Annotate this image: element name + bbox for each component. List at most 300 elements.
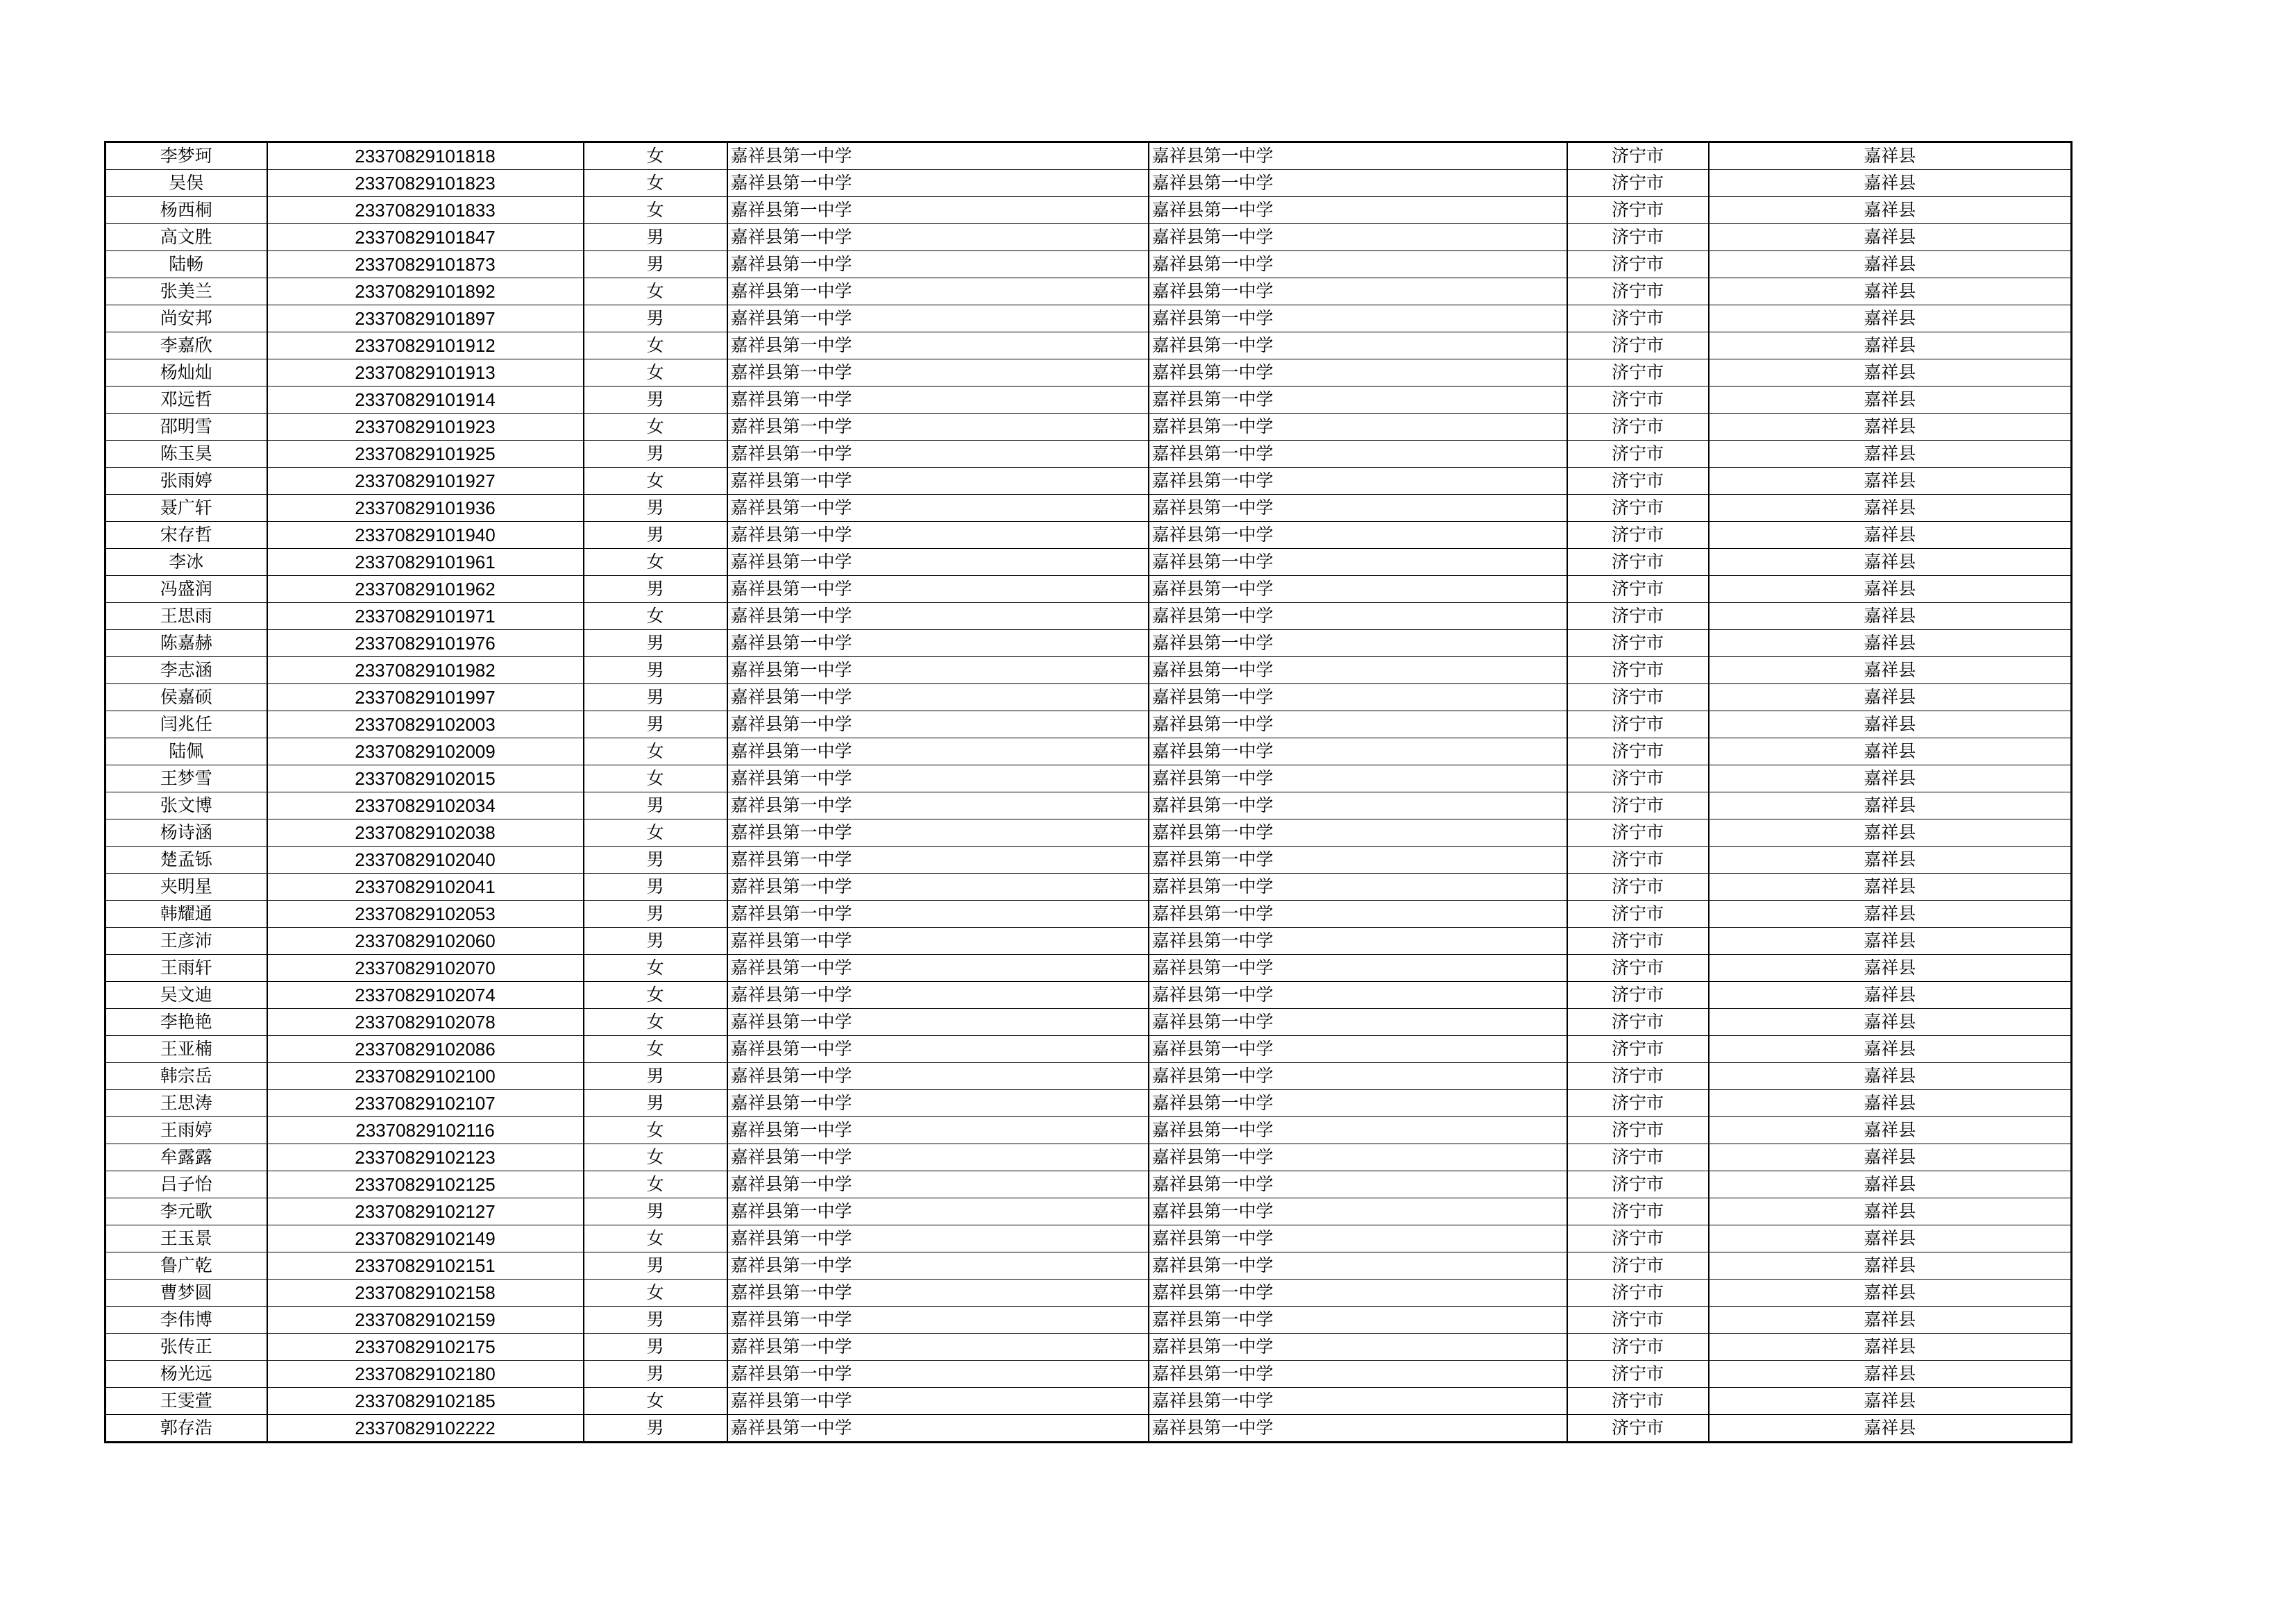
cell-school: 嘉祥县第一中学 [727,928,1149,955]
cell-school: 嘉祥县第一中学 [727,1090,1149,1117]
cell-city: 济宁市 [1567,441,1709,468]
cell-gender: 男 [584,1415,727,1443]
cell-county: 嘉祥县 [1709,305,2072,332]
cell-name: 杨诗涵 [105,819,267,847]
cell-city: 济宁市 [1567,874,1709,901]
cell-enrolled-school: 嘉祥县第一中学 [1149,711,1567,738]
cell-city: 济宁市 [1567,305,1709,332]
table-row [105,170,2072,197]
cell-school: 嘉祥县第一中学 [727,197,1149,224]
cell-enrolled-school: 嘉祥县第一中学 [1149,441,1567,468]
cell-exam-number: 23370829101962 [267,576,584,603]
cell-county: 嘉祥县 [1709,576,2072,603]
cell-enrolled-school: 嘉祥县第一中学 [1149,657,1567,684]
cell-enrolled-school: 嘉祥县第一中学 [1149,1036,1567,1063]
cell-school: 嘉祥县第一中学 [727,711,1149,738]
cell-county: 嘉祥县 [1709,1144,2072,1171]
cell-exam-number: 23370829102074 [267,982,584,1009]
table-row [105,1252,2072,1280]
cell-name: 牟露露 [105,1144,267,1171]
table-row [105,1198,2072,1225]
cell-city: 济宁市 [1567,1252,1709,1280]
cell-city: 济宁市 [1567,955,1709,982]
cell-county: 嘉祥县 [1709,630,2072,657]
cell-enrolled-school: 嘉祥县第一中学 [1149,549,1567,576]
cell-name: 杨西桐 [105,197,267,224]
cell-city: 济宁市 [1567,1307,1709,1334]
cell-city: 济宁市 [1567,901,1709,928]
cell-exam-number: 23370829101971 [267,603,584,630]
cell-county: 嘉祥县 [1709,1171,2072,1198]
cell-school: 嘉祥县第一中学 [727,847,1149,874]
cell-county: 嘉祥县 [1709,359,2072,386]
cell-gender: 男 [584,657,727,684]
cell-school: 嘉祥县第一中学 [727,603,1149,630]
cell-city: 济宁市 [1567,197,1709,224]
cell-school: 嘉祥县第一中学 [727,657,1149,684]
cell-enrolled-school: 嘉祥县第一中学 [1149,1063,1567,1090]
cell-school: 嘉祥县第一中学 [727,792,1149,819]
cell-enrolled-school: 嘉祥县第一中学 [1149,1090,1567,1117]
cell-gender: 女 [584,738,727,765]
cell-city: 济宁市 [1567,928,1709,955]
cell-enrolled-school: 嘉祥县第一中学 [1149,847,1567,874]
cell-exam-number: 23370829101892 [267,278,584,305]
cell-county: 嘉祥县 [1709,901,2072,928]
cell-enrolled-school: 嘉祥县第一中学 [1149,522,1567,549]
cell-name: 王亚楠 [105,1036,267,1063]
cell-school: 嘉祥县第一中学 [727,765,1149,792]
cell-name: 曹梦圆 [105,1280,267,1307]
cell-school: 嘉祥县第一中学 [727,1280,1149,1307]
cell-county: 嘉祥县 [1709,549,2072,576]
cell-exam-number: 23370829102151 [267,1252,584,1280]
table-row [105,495,2072,522]
cell-school: 嘉祥县第一中学 [727,982,1149,1009]
cell-exam-number: 23370829102116 [267,1117,584,1144]
cell-enrolled-school: 嘉祥县第一中学 [1149,928,1567,955]
cell-school: 嘉祥县第一中学 [727,251,1149,278]
cell-city: 济宁市 [1567,386,1709,414]
cell-enrolled-school: 嘉祥县第一中学 [1149,1198,1567,1225]
cell-city: 济宁市 [1567,414,1709,441]
table-row [105,1280,2072,1307]
cell-exam-number: 23370829102009 [267,738,584,765]
cell-exam-number: 23370829101818 [267,142,584,170]
cell-gender: 女 [584,142,727,170]
cell-gender: 女 [584,359,727,386]
cell-exam-number: 23370829102015 [267,765,584,792]
cell-exam-number: 23370829102159 [267,1307,584,1334]
cell-exam-number: 23370829102123 [267,1144,584,1171]
cell-exam-number: 23370829101936 [267,495,584,522]
cell-gender: 男 [584,441,727,468]
table-row [105,359,2072,386]
cell-exam-number: 23370829101927 [267,468,584,495]
table-row [105,1036,2072,1063]
cell-exam-number: 23370829102034 [267,792,584,819]
cell-county: 嘉祥县 [1709,928,2072,955]
cell-gender: 男 [584,224,727,251]
cell-exam-number: 23370829101923 [267,414,584,441]
cell-exam-number: 23370829102127 [267,1198,584,1225]
cell-city: 济宁市 [1567,1171,1709,1198]
cell-gender: 女 [584,278,727,305]
cell-name: 吴文迪 [105,982,267,1009]
cell-name: 韩宗岳 [105,1063,267,1090]
table-row [105,1063,2072,1090]
cell-name: 陆畅 [105,251,267,278]
cell-city: 济宁市 [1567,1090,1709,1117]
cell-county: 嘉祥县 [1709,332,2072,359]
cell-school: 嘉祥县第一中学 [727,1225,1149,1252]
cell-gender: 女 [584,549,727,576]
table-row [105,1009,2072,1036]
cell-city: 济宁市 [1567,711,1709,738]
cell-county: 嘉祥县 [1709,792,2072,819]
cell-name: 李志涵 [105,657,267,684]
cell-name: 王雨轩 [105,955,267,982]
cell-gender: 女 [584,955,727,982]
cell-name: 侯嘉硕 [105,684,267,711]
cell-city: 济宁市 [1567,1144,1709,1171]
cell-name: 李艳艳 [105,1009,267,1036]
table-row [105,765,2072,792]
cell-city: 济宁市 [1567,549,1709,576]
cell-school: 嘉祥县第一中学 [727,1415,1149,1443]
cell-name: 闫兆任 [105,711,267,738]
cell-school: 嘉祥县第一中学 [727,955,1149,982]
cell-school: 嘉祥县第一中学 [727,1388,1149,1415]
cell-city: 济宁市 [1567,251,1709,278]
cell-city: 济宁市 [1567,630,1709,657]
table-row [105,332,2072,359]
cell-enrolled-school: 嘉祥县第一中学 [1149,386,1567,414]
table-row [105,224,2072,251]
cell-exam-number: 23370829101925 [267,441,584,468]
table-row [105,1334,2072,1361]
cell-enrolled-school: 嘉祥县第一中学 [1149,495,1567,522]
table-row [105,630,2072,657]
cell-city: 济宁市 [1567,1334,1709,1361]
cell-enrolled-school: 嘉祥县第一中学 [1149,1144,1567,1171]
cell-exam-number: 23370829101912 [267,332,584,359]
cell-name: 冯盛润 [105,576,267,603]
cell-exam-number: 23370829101847 [267,224,584,251]
cell-enrolled-school: 嘉祥县第一中学 [1149,738,1567,765]
table-row [105,603,2072,630]
table-row [105,142,2072,170]
cell-gender: 男 [584,576,727,603]
cell-name: 吴俣 [105,170,267,197]
table-row [105,1171,2072,1198]
cell-enrolled-school: 嘉祥县第一中学 [1149,170,1567,197]
cell-exam-number: 23370829102060 [267,928,584,955]
cell-county: 嘉祥县 [1709,1009,2072,1036]
cell-name: 鲁广乾 [105,1252,267,1280]
table-row [105,549,2072,576]
cell-name: 王思雨 [105,603,267,630]
cell-city: 济宁市 [1567,847,1709,874]
cell-enrolled-school: 嘉祥县第一中学 [1149,305,1567,332]
cell-gender: 男 [584,1252,727,1280]
cell-enrolled-school: 嘉祥县第一中学 [1149,1252,1567,1280]
cell-county: 嘉祥县 [1709,170,2072,197]
cell-gender: 女 [584,468,727,495]
cell-exam-number: 23370829102078 [267,1009,584,1036]
cell-exam-number: 23370829101914 [267,386,584,414]
cell-county: 嘉祥县 [1709,224,2072,251]
cell-county: 嘉祥县 [1709,1117,2072,1144]
cell-name: 邵明雪 [105,414,267,441]
cell-enrolled-school: 嘉祥县第一中学 [1149,982,1567,1009]
cell-county: 嘉祥县 [1709,142,2072,170]
cell-enrolled-school: 嘉祥县第一中学 [1149,1334,1567,1361]
cell-name: 李元歌 [105,1198,267,1225]
cell-exam-number: 23370829102100 [267,1063,584,1090]
cell-gender: 女 [584,1225,727,1252]
cell-exam-number: 23370829101873 [267,251,584,278]
table-row [105,441,2072,468]
cell-enrolled-school: 嘉祥县第一中学 [1149,630,1567,657]
cell-county: 嘉祥县 [1709,278,2072,305]
cell-name: 李冰 [105,549,267,576]
cell-enrolled-school: 嘉祥县第一中学 [1149,1009,1567,1036]
cell-gender: 男 [584,1063,727,1090]
cell-county: 嘉祥县 [1709,197,2072,224]
cell-enrolled-school: 嘉祥县第一中学 [1149,1117,1567,1144]
cell-enrolled-school: 嘉祥县第一中学 [1149,1388,1567,1415]
cell-enrolled-school: 嘉祥县第一中学 [1149,603,1567,630]
cell-enrolled-school: 嘉祥县第一中学 [1149,1225,1567,1252]
cell-city: 济宁市 [1567,738,1709,765]
cell-gender: 女 [584,414,727,441]
cell-county: 嘉祥县 [1709,684,2072,711]
cell-exam-number: 23370829101823 [267,170,584,197]
table-row [105,792,2072,819]
cell-school: 嘉祥县第一中学 [727,332,1149,359]
table-row [105,847,2072,874]
cell-enrolled-school: 嘉祥县第一中学 [1149,955,1567,982]
cell-name: 杨光远 [105,1361,267,1388]
cell-enrolled-school: 嘉祥县第一中学 [1149,765,1567,792]
cell-school: 嘉祥县第一中学 [727,576,1149,603]
cell-enrolled-school: 嘉祥县第一中学 [1149,901,1567,928]
cell-exam-number: 23370829102222 [267,1415,584,1443]
cell-county: 嘉祥县 [1709,982,2072,1009]
cell-enrolled-school: 嘉祥县第一中学 [1149,332,1567,359]
cell-exam-number: 23370829102175 [267,1334,584,1361]
cell-school: 嘉祥县第一中学 [727,1198,1149,1225]
cell-gender: 女 [584,819,727,847]
cell-enrolled-school: 嘉祥县第一中学 [1149,576,1567,603]
cell-county: 嘉祥县 [1709,522,2072,549]
cell-city: 济宁市 [1567,1063,1709,1090]
table-row [105,576,2072,603]
cell-name: 陈嘉赫 [105,630,267,657]
cell-city: 济宁市 [1567,1280,1709,1307]
cell-county: 嘉祥县 [1709,251,2072,278]
cell-gender: 女 [584,1036,727,1063]
cell-county: 嘉祥县 [1709,1280,2072,1307]
cell-gender: 男 [584,874,727,901]
cell-county: 嘉祥县 [1709,495,2072,522]
cell-gender: 男 [584,901,727,928]
cell-name: 杨灿灿 [105,359,267,386]
cell-enrolled-school: 嘉祥县第一中学 [1149,1280,1567,1307]
cell-name: 李嘉欣 [105,332,267,359]
cell-county: 嘉祥县 [1709,386,2072,414]
cell-school: 嘉祥县第一中学 [727,1361,1149,1388]
table-row [105,1388,2072,1415]
cell-gender: 男 [584,928,727,955]
cell-exam-number: 23370829102038 [267,819,584,847]
cell-name: 聂广轩 [105,495,267,522]
cell-enrolled-school: 嘉祥县第一中学 [1149,792,1567,819]
cell-city: 济宁市 [1567,1361,1709,1388]
cell-city: 济宁市 [1567,224,1709,251]
cell-name: 张传正 [105,1334,267,1361]
cell-county: 嘉祥县 [1709,657,2072,684]
table-row [105,738,2072,765]
cell-gender: 男 [584,711,727,738]
cell-enrolled-school: 嘉祥县第一中学 [1149,251,1567,278]
cell-gender: 男 [584,1307,727,1334]
cell-name: 王玉景 [105,1225,267,1252]
cell-name: 张文博 [105,792,267,819]
cell-city: 济宁市 [1567,1198,1709,1225]
cell-name: 郭存浩 [105,1415,267,1443]
table-row [105,305,2072,332]
cell-city: 济宁市 [1567,278,1709,305]
cell-school: 嘉祥县第一中学 [727,1063,1149,1090]
table-row [105,522,2072,549]
cell-enrolled-school: 嘉祥县第一中学 [1149,414,1567,441]
cell-gender: 女 [584,197,727,224]
cell-city: 济宁市 [1567,819,1709,847]
cell-city: 济宁市 [1567,142,1709,170]
cell-exam-number: 23370829102003 [267,711,584,738]
cell-county: 嘉祥县 [1709,847,2072,874]
cell-gender: 男 [584,251,727,278]
cell-county: 嘉祥县 [1709,1388,2072,1415]
cell-city: 济宁市 [1567,1117,1709,1144]
cell-county: 嘉祥县 [1709,441,2072,468]
cell-gender: 女 [584,1009,727,1036]
table-row [105,278,2072,305]
cell-city: 济宁市 [1567,1009,1709,1036]
cell-county: 嘉祥县 [1709,1252,2072,1280]
cell-county: 嘉祥县 [1709,955,2072,982]
cell-name: 李伟博 [105,1307,267,1334]
cell-exam-number: 23370829102070 [267,955,584,982]
cell-school: 嘉祥县第一中学 [727,549,1149,576]
cell-school: 嘉祥县第一中学 [727,468,1149,495]
cell-school: 嘉祥县第一中学 [727,170,1149,197]
cell-school: 嘉祥县第一中学 [727,414,1149,441]
cell-county: 嘉祥县 [1709,1361,2072,1388]
cell-city: 济宁市 [1567,495,1709,522]
table-row [105,819,2072,847]
cell-name: 楚孟铄 [105,847,267,874]
cell-county: 嘉祥县 [1709,711,2072,738]
cell-city: 济宁市 [1567,765,1709,792]
table-row [105,1117,2072,1144]
cell-name: 王思涛 [105,1090,267,1117]
cell-enrolled-school: 嘉祥县第一中学 [1149,197,1567,224]
cell-name: 邓远哲 [105,386,267,414]
cell-name: 陆佩 [105,738,267,765]
cell-city: 济宁市 [1567,576,1709,603]
cell-name: 夹明星 [105,874,267,901]
cell-exam-number: 23370829102158 [267,1280,584,1307]
cell-school: 嘉祥县第一中学 [727,819,1149,847]
cell-city: 济宁市 [1567,1415,1709,1443]
cell-school: 嘉祥县第一中学 [727,1171,1149,1198]
cell-name: 王彦沛 [105,928,267,955]
cell-city: 济宁市 [1567,170,1709,197]
table-row [105,657,2072,684]
cell-school: 嘉祥县第一中学 [727,1009,1149,1036]
cell-exam-number: 23370829102040 [267,847,584,874]
cell-exam-number: 23370829101913 [267,359,584,386]
cell-name: 高文胜 [105,224,267,251]
cell-gender: 女 [584,1171,727,1198]
cell-gender: 男 [584,1334,727,1361]
table-row [105,1225,2072,1252]
cell-gender: 女 [584,1388,727,1415]
cell-school: 嘉祥县第一中学 [727,1144,1149,1171]
cell-enrolled-school: 嘉祥县第一中学 [1149,1171,1567,1198]
cell-school: 嘉祥县第一中学 [727,684,1149,711]
cell-county: 嘉祥县 [1709,1063,2072,1090]
cell-county: 嘉祥县 [1709,1198,2072,1225]
cell-gender: 女 [584,603,727,630]
cell-enrolled-school: 嘉祥县第一中学 [1149,142,1567,170]
cell-exam-number: 23370829102149 [267,1225,584,1252]
cell-school: 嘉祥县第一中学 [727,1117,1149,1144]
cell-school: 嘉祥县第一中学 [727,738,1149,765]
cell-name: 尚安邦 [105,305,267,332]
cell-exam-number: 23370829102086 [267,1036,584,1063]
cell-name: 王梦雪 [105,765,267,792]
cell-city: 济宁市 [1567,792,1709,819]
cell-exam-number: 23370829101833 [267,197,584,224]
cell-city: 济宁市 [1567,1036,1709,1063]
table-row [105,1415,2072,1443]
cell-gender: 女 [584,332,727,359]
cell-city: 济宁市 [1567,522,1709,549]
cell-gender: 女 [584,1280,727,1307]
cell-gender: 男 [584,684,727,711]
cell-county: 嘉祥县 [1709,1036,2072,1063]
cell-exam-number: 23370829102125 [267,1171,584,1198]
cell-name: 张雨婷 [105,468,267,495]
table-body [105,142,2072,1443]
table-row [105,251,2072,278]
table-row [105,1307,2072,1334]
table-row [105,386,2072,414]
cell-exam-number: 23370829101997 [267,684,584,711]
cell-school: 嘉祥县第一中学 [727,359,1149,386]
cell-gender: 男 [584,305,727,332]
cell-enrolled-school: 嘉祥县第一中学 [1149,278,1567,305]
cell-county: 嘉祥县 [1709,738,2072,765]
cell-county: 嘉祥县 [1709,603,2072,630]
cell-exam-number: 23370829101976 [267,630,584,657]
cell-city: 济宁市 [1567,359,1709,386]
cell-name: 张美兰 [105,278,267,305]
